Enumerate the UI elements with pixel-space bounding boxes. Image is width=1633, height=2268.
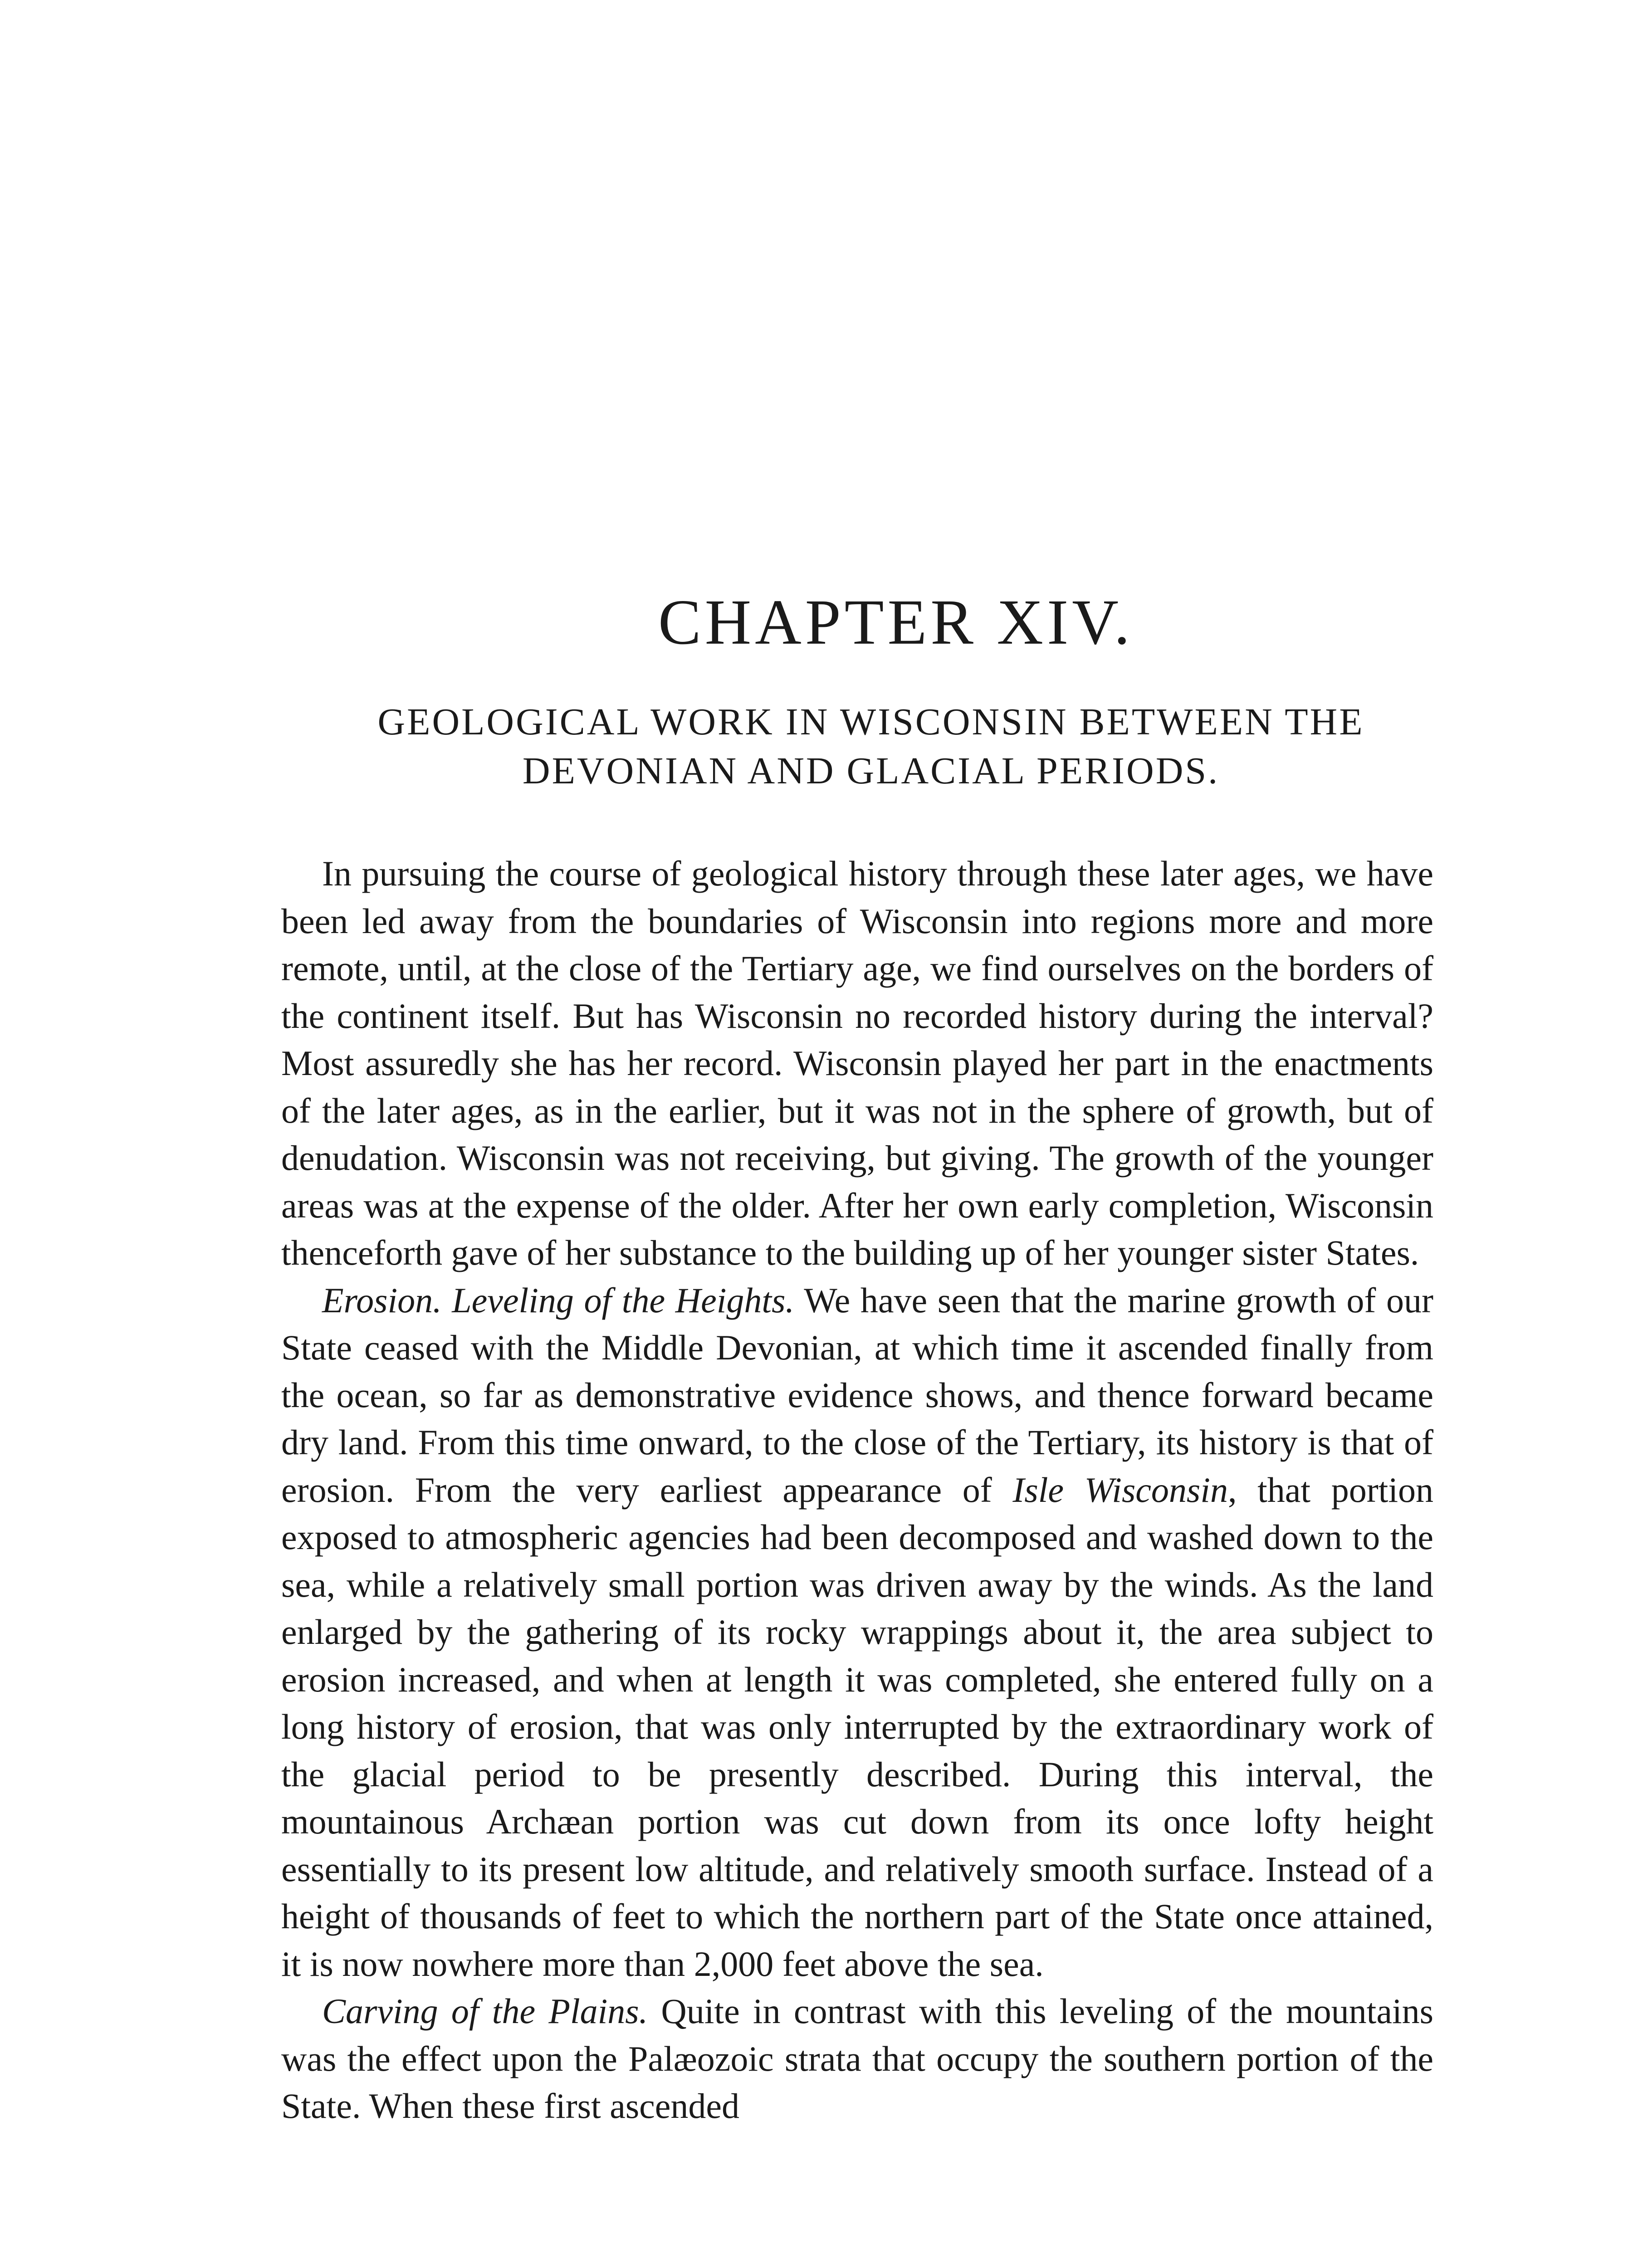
chapter-subtitle-line-2: DEVONIAN AND GLACIAL PERIODS. bbox=[522, 750, 1220, 792]
paragraph-intro: In pursuing the course of geological history through these later ages, we have been led away from the boundaries of Wisconsin into regions more and more remote, until, at the close of the Tertiary age, we find ourselves on the borders of the continent itself. But has Wisconsin no recorded history during the interval? Most assuredly she has her record. Wisconsin played her part in the enactments of the later ages, as in the earlier, but it was not in the sphere of growth, but of denudation. Wisconsin was not receiving, but giving. The growth of the younger areas was at the expense of the older. After her own early completion, Wisconsin thenceforth gave of her substance to the building up of her younger sister States. bbox=[281, 854, 1433, 1272]
page-body bbox=[281, 586, 1434, 2130]
erosion-section-heading: Erosion. Leveling of the Heights. bbox=[322, 1280, 794, 1320]
chapter-subtitle bbox=[281, 698, 1433, 796]
paragraph-erosion bbox=[281, 1277, 1433, 1988]
erosion-text-a: We have seen that the marine growth of our State ceased with the Middle Devonian, at which time it ascended finally from the ocean, so far as demonstrative evidence shows, and thence forward became dry land. From this time onward, to the close of the Tertiary, its history is that of erosion. From the very earliest appearance of bbox=[281, 1280, 1434, 1510]
carving-text: Quite in contrast with this leveling of the mountains was the effect upon the Palæozoic strata that occupy the southern portion of the State. When these first ascended bbox=[281, 1991, 1433, 2126]
carving-section-heading: Carving of the Plains. bbox=[322, 1991, 648, 2031]
chapter-subtitle-line-1: GEOLOGICAL WORK IN WISCONSIN BETWEEN THE bbox=[377, 701, 1364, 743]
erosion-text-b: , that portion exposed to atmospheric agencies had been decomposed and washed down to the sea, while a relatively small portion was driven away by the winds. As the land enlarged by the gathering of its rocky wrappings about it, the area subject to erosion increased, and when at length it was completed, she entered fully on a long history of erosion, that was only interrupted by the extraordinary work of the glacial period to be presently described. During this interval, the mountainous Archæan portion was cut down from its once lofty height essentially to its present low altitude, and relatively smooth surface. Instead of a height of thousands of feet to which the northern part of the State once attained, it is now nowhere more than 2,000 feet above the sea. bbox=[281, 1470, 1434, 1984]
paragraph-carving bbox=[281, 1988, 1433, 2130]
isle-wisconsin-term: Isle Wisconsin bbox=[1012, 1470, 1228, 1510]
chapter-heading: CHAPTER XIV. bbox=[658, 586, 1134, 658]
